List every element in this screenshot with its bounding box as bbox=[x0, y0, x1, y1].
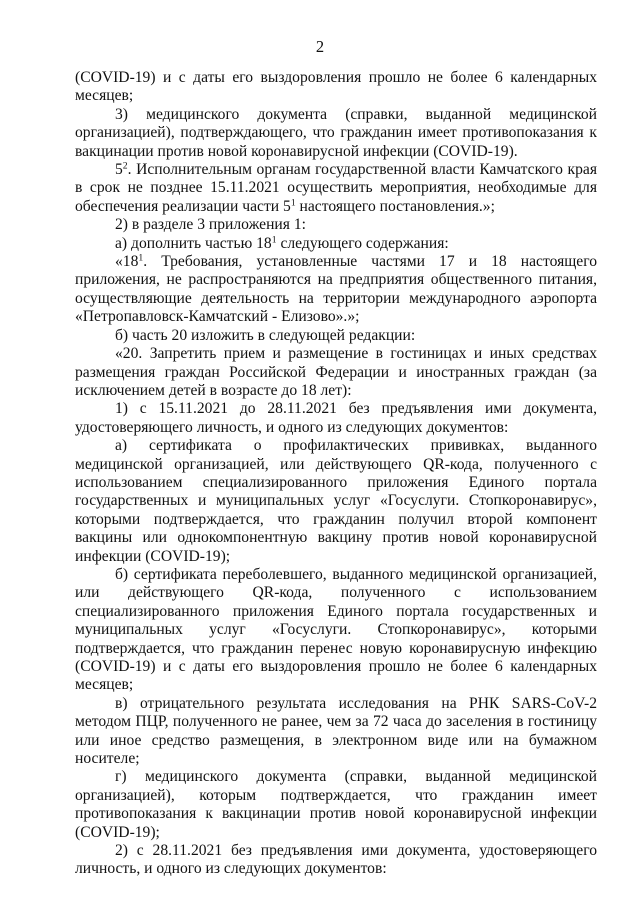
superscript: 1 bbox=[290, 197, 296, 209]
paragraph bbox=[75, 216, 597, 234]
text-run: «20. Запретить прием и размещение в гостиницах и иных средствах размещения граждан Российской Федерации и иностранных граждан (за исключением детей в возрасте до 18 лет): bbox=[75, 345, 597, 399]
text-run: б) часть 20 изложить в следующей редакции: bbox=[115, 326, 416, 344]
text-run: следующего содержания: bbox=[276, 234, 449, 252]
text-run: 2) в разделе 3 приложения 1: bbox=[115, 216, 306, 234]
superscript: 1 bbox=[271, 234, 277, 246]
text-run: в) отрицательного результата исследования на РНК SARS-CoV-2 методом ПЦР, полученного не ранее, чем за 72 часа до заселения в гостиницу или иное средство размещения, в электронном виде или на бумажном носителе; bbox=[75, 694, 597, 768]
page-number: 2 bbox=[315, 37, 325, 56]
document-body bbox=[75, 69, 597, 879]
paragraph bbox=[75, 327, 597, 345]
superscript: 2 bbox=[122, 160, 128, 172]
superscript: 1 bbox=[138, 252, 144, 264]
paragraph bbox=[75, 842, 597, 879]
paragraph bbox=[75, 161, 597, 216]
paragraph bbox=[75, 253, 597, 327]
text-run: настоящего постановления.»; bbox=[295, 197, 495, 215]
text-run: . Исполнительным органам государственной власти Камчатского края в срок не позднее 15.11.2021 осуществить мероприятия, необходимые для обеспечения реализации части 5 bbox=[75, 161, 597, 215]
text-run: 5 bbox=[115, 161, 123, 179]
paragraph bbox=[75, 400, 597, 437]
text-run: 3) медицинского документа (справки, выданной медицинской организацией), подтверждающего, что гражданин имеет противопоказания к вакцинации против новой коронавирусной инфекции (COVID-19). bbox=[75, 105, 597, 160]
text-run: 1) с 15.11.2021 до 28.11.2021 без предъявления ими документа, удостоверяющего личность, и одного из следующих документов: bbox=[75, 400, 597, 436]
text-run: г) медицинского документа (справки, выданной медицинской организацией), которым подтверждается, что гражданин имеет противопоказания к вакцинации против новой коронавирусной инфекции (COVID-19); bbox=[75, 768, 597, 841]
text-run: (COVID-19) и с даты его выздоровления прошло не более 6 календарных месяцев; bbox=[75, 69, 597, 105]
text-run: 2) с 28.11.2021 без предъявления ими документа, удостоверяющего личность, и одного из следующих документов: bbox=[75, 842, 597, 878]
text-run: «18 bbox=[115, 253, 139, 271]
text-run: . Требования, установленные частями 17 и 18 настоящего приложения, не распространяются на предприятия общественного питания, осуществляющие деятельность на территории международного аэропорта «Петропавловск-Камчатский - Елизово».»; bbox=[75, 253, 597, 326]
paragraph bbox=[75, 768, 597, 842]
text-run: а) дополнить частью 18 bbox=[115, 234, 272, 252]
paragraph bbox=[75, 106, 597, 161]
paragraph bbox=[75, 235, 597, 253]
text-run: б) сертификата переболевшего, выданного медицинской организацией, или действующего QR-кода, полученного с использованием специализированного приложения Единого портала государственных и муниципальных услуг «Госуслуги. Стопкоронавирус», которыми подтверждается, что гражданин перенес новую коронавирусную инфекцию (COVID-19) и с даты его выздоровления прошло не более 6 календарных месяцев; bbox=[75, 565, 597, 694]
paragraph bbox=[75, 69, 597, 106]
paragraph bbox=[75, 345, 597, 400]
text-run: а) сертификата о профилактических прививках, выданного медицинской организацией, или действующего QR-кода, полученного с использованием специализированного приложения Единого портала государственных и муниципальных услуг «Госуслуги. Стопкоронавирус», которыми подтверждается, что гражданин получил второй компонент вакцины или однокомпонентную вакцину против новой коронавирусной инфекции (COVID-19); bbox=[75, 437, 597, 565]
paragraph bbox=[75, 437, 597, 566]
paragraph bbox=[75, 566, 597, 695]
paragraph bbox=[75, 695, 597, 769]
